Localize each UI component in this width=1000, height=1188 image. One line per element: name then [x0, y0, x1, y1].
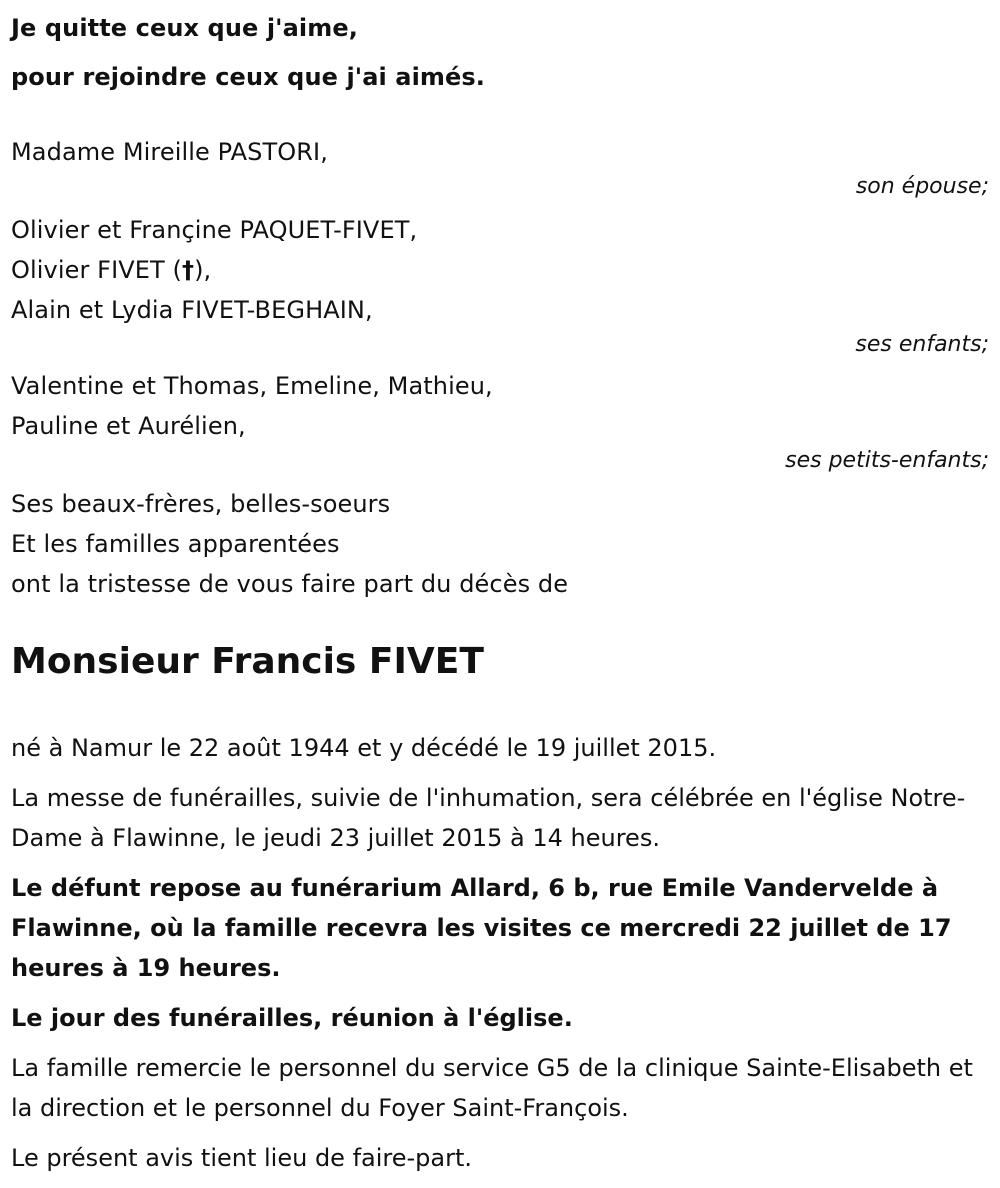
children-block: [11, 210, 991, 360]
child-line-2: [11, 250, 991, 290]
spouse-block: [11, 132, 991, 202]
children-role: ses enfants;: [855, 332, 989, 357]
notice-text: Le présent avis tient lieu de faire-part.: [11, 1144, 473, 1172]
grandchild-line-2: Pauline et Aurélien,: [11, 412, 246, 440]
cross-icon: †: [181, 256, 195, 284]
meeting-text: Le jour des funérailles, réunion à l'église.: [11, 1004, 573, 1032]
birth-death-text: né à Namur le 22 août 1944 et y décédé le 19 juillet 2015.: [11, 734, 717, 762]
relatives-block: [11, 484, 991, 604]
thanks-text: La famille remercie le personnel du service G5 de la clinique Sainte-Elisabeth et la direction et le personnel du Foyer Saint-François.: [11, 1054, 973, 1122]
obituary-notice: [11, 0, 991, 1188]
deceased-name: Monsieur Francis FIVET: [11, 641, 484, 682]
spouse-name: Madame Mireille PASTORI,: [11, 138, 328, 166]
funerarium-text: Le défunt repose au funérarium Allard, 6 b, rue Emile Vandervelde à Flawinne, où la famille recevra les visites ce mercredi 22 juillet de 17 heures à 19 heures.: [11, 874, 952, 982]
child-line-1: Olivier et Françine PAQUET-FIVET,: [11, 216, 418, 244]
grandchildren-block: [11, 366, 991, 476]
motto-line-1: Je quitte ceux que j'aime,: [11, 14, 358, 42]
spouse-role: son épouse;: [855, 174, 989, 199]
motto: [11, 4, 991, 102]
child-line-2-end: ),: [194, 256, 212, 284]
mass-text: La messe de funérailles, suivie de l'inhumation, sera célébrée en l'église Notre-Dame à Flawinne, le jeudi 23 juillet 2015 à 14 heures.: [11, 784, 966, 852]
grandchildren-role: ses petits-enfants;: [785, 448, 989, 473]
child-line-3: Alain et Lydia FIVET-BEGHAIN,: [11, 296, 373, 324]
relatives-line-2: Et les familles apparentées: [11, 530, 340, 558]
child-line-2-name: Olivier FIVET (: [11, 256, 182, 284]
details-block: [11, 728, 991, 1178]
relatives-line-1: Ses beaux-frères, belles-soeurs: [11, 490, 391, 518]
motto-line-2: pour rejoindre ceux que j'ai aimés.: [11, 63, 486, 91]
grandchild-line-1: Valentine et Thomas, Emeline, Mathieu,: [11, 372, 493, 400]
relatives-line-3: ont la tristesse de vous faire part du décès de: [11, 570, 569, 598]
